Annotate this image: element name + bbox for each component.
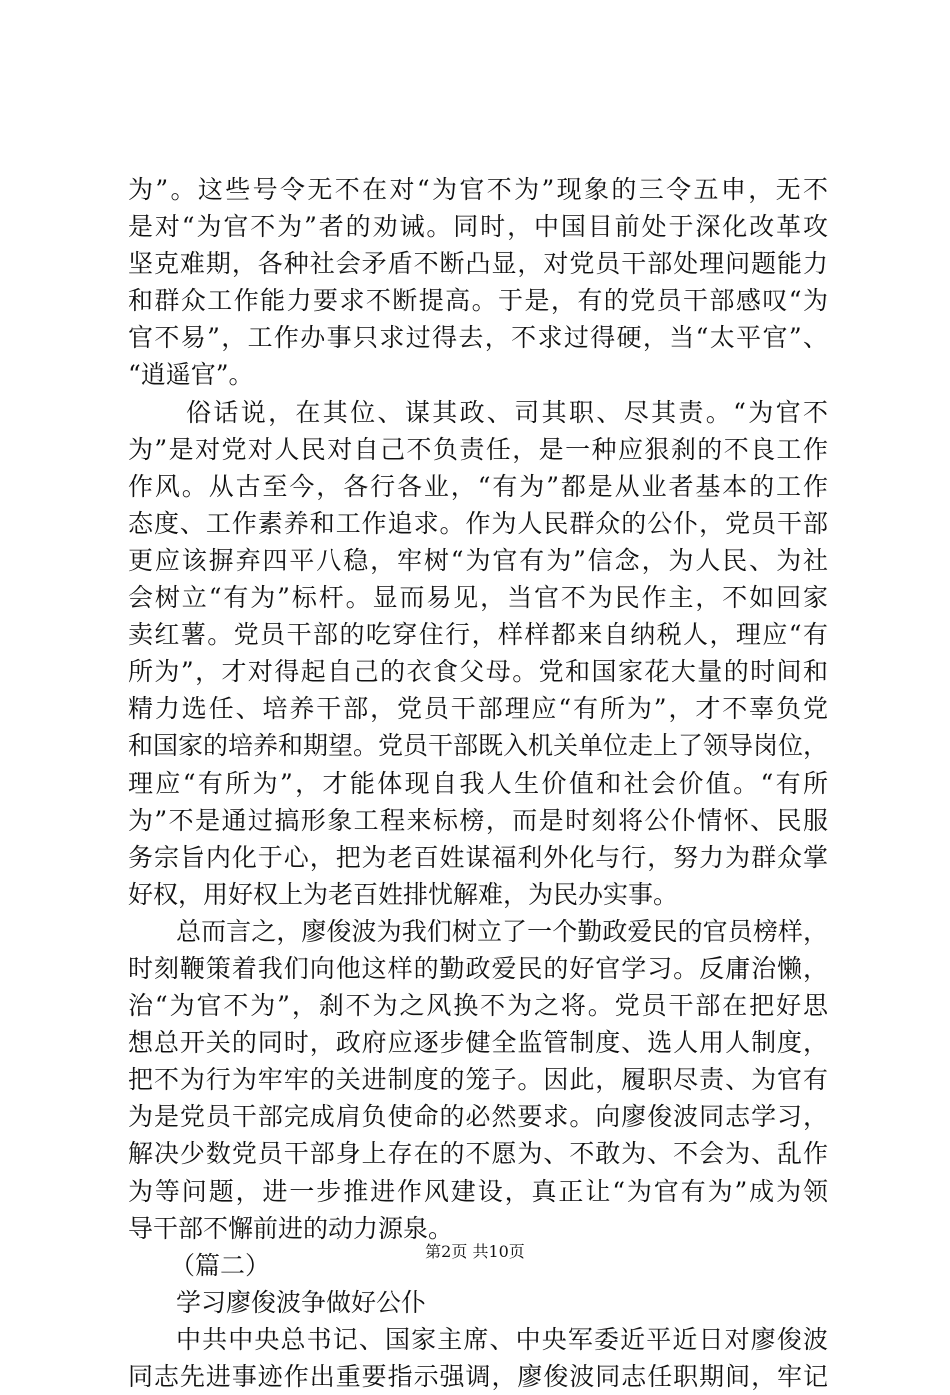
text-line: 把不为行为牢牢的关进制度的笼子。因此，履职尽责、为官有 (128, 1065, 828, 1095)
text-line: 会树立“有为”标杆。显而易见，当官不为民作主，不如回家 (128, 583, 828, 613)
text-line: 中共中央总书记、国家主席、中央军委近平近日对廖俊波 (176, 1324, 828, 1354)
text-line: 和群众工作能力要求不断提高。于是，有的党员干部感叹“为 (128, 286, 828, 316)
document-body (128, 171, 828, 1395)
text-line: “逍遥官”。 (128, 360, 254, 390)
text-line: 为是党员干部完成肩负使命的必然要求。向廖俊波同志学习， (128, 1102, 828, 1132)
text-line: 同志先进事迹作出重要指示强调，廖俊波同志任职期间，牢记 (128, 1362, 828, 1391)
text-line: 为等问题，进一步推进作风建设，真正让“为官有为”成为领 (128, 1176, 828, 1206)
text-line: 俗话说，在其位、谋其政、司其职、尽其责。“为官不 (186, 397, 828, 427)
text-line: 务宗旨内化于心，把为老百姓谋福利外化与行，努力为群众掌 (128, 842, 828, 872)
text-line: 学习廖俊波争做好公仆 (176, 1287, 427, 1317)
text-line: 作风。从古至今，各行各业，“有为”都是从业者基本的工作 (128, 471, 828, 501)
text-line: 为”不是通过搞形象工程来标榜，而是时刻将公仆情怀、民服 (128, 805, 828, 835)
text-line: 所为”，才对得起自己的衣食父母。党和国家花大量的时间和 (128, 657, 828, 687)
text-line: 时刻鞭策着我们向他这样的勤政爱民的好官学习。反庸治懒， (128, 953, 828, 983)
text-line: 导干部不懈前进的动力源泉。 (128, 1213, 454, 1243)
page-footer: 第2页 共10页 (425, 1242, 525, 1261)
text-line: 解决少数党员干部身上存在的不愿为、不敢为、不会为、乱作 (128, 1139, 828, 1169)
text-line: 治“为官不为”，刹不为之风换不为之将。党员干部在把好思 (128, 991, 828, 1021)
text-line: 坚克难期，各种社会矛盾不断凸显，对党员干部处理问题能力 (128, 249, 828, 279)
text-line: 是对“为官不为”者的劝诫。同时，中国目前处于深化改革攻 (128, 212, 828, 242)
text-line: 官不易”，工作办事只求过得去，不求过得硬，当“太平官”、 (128, 323, 828, 353)
text-line: 和国家的培养和期望。党员干部既入机关单位走上了领导岗位， (128, 731, 828, 761)
text-line: 卖红薯。党员干部的吃穿住行，样样都来自纳税人，理应“有 (128, 620, 828, 650)
text-line: 想总开关的同时，政府应逐步健全监管制度、选人用人制度， (128, 1028, 828, 1058)
text-line: 更应该摒弃四平八稳，牢树“为官有为”信念，为人民、为社 (128, 545, 828, 575)
text-line: 为”。这些号令无不在对“为官不为”现象的三令五申，无不 (128, 175, 828, 204)
text-line: 态度、工作素养和工作追求。作为人民群众的公仆，党员干部 (128, 508, 828, 538)
text-line: 精力选任、培养干部，党员干部理应“有所为”，才不辜负党 (128, 694, 828, 724)
text-line: 为”是对党对人民对自己不负责任，是一种应狠刹的不良工作 (128, 434, 828, 464)
text-line: （篇二） (170, 1250, 271, 1280)
text-line: 总而言之，廖俊波为我们树立了一个勤政爱民的官员榜样， (176, 916, 828, 946)
text-line: 理应“有所为”，才能体现自我人生价值和社会价值。“有所 (128, 768, 828, 798)
text-line: 好权，用好权上为老百姓排忧解难，为民办实事。 (128, 879, 679, 909)
